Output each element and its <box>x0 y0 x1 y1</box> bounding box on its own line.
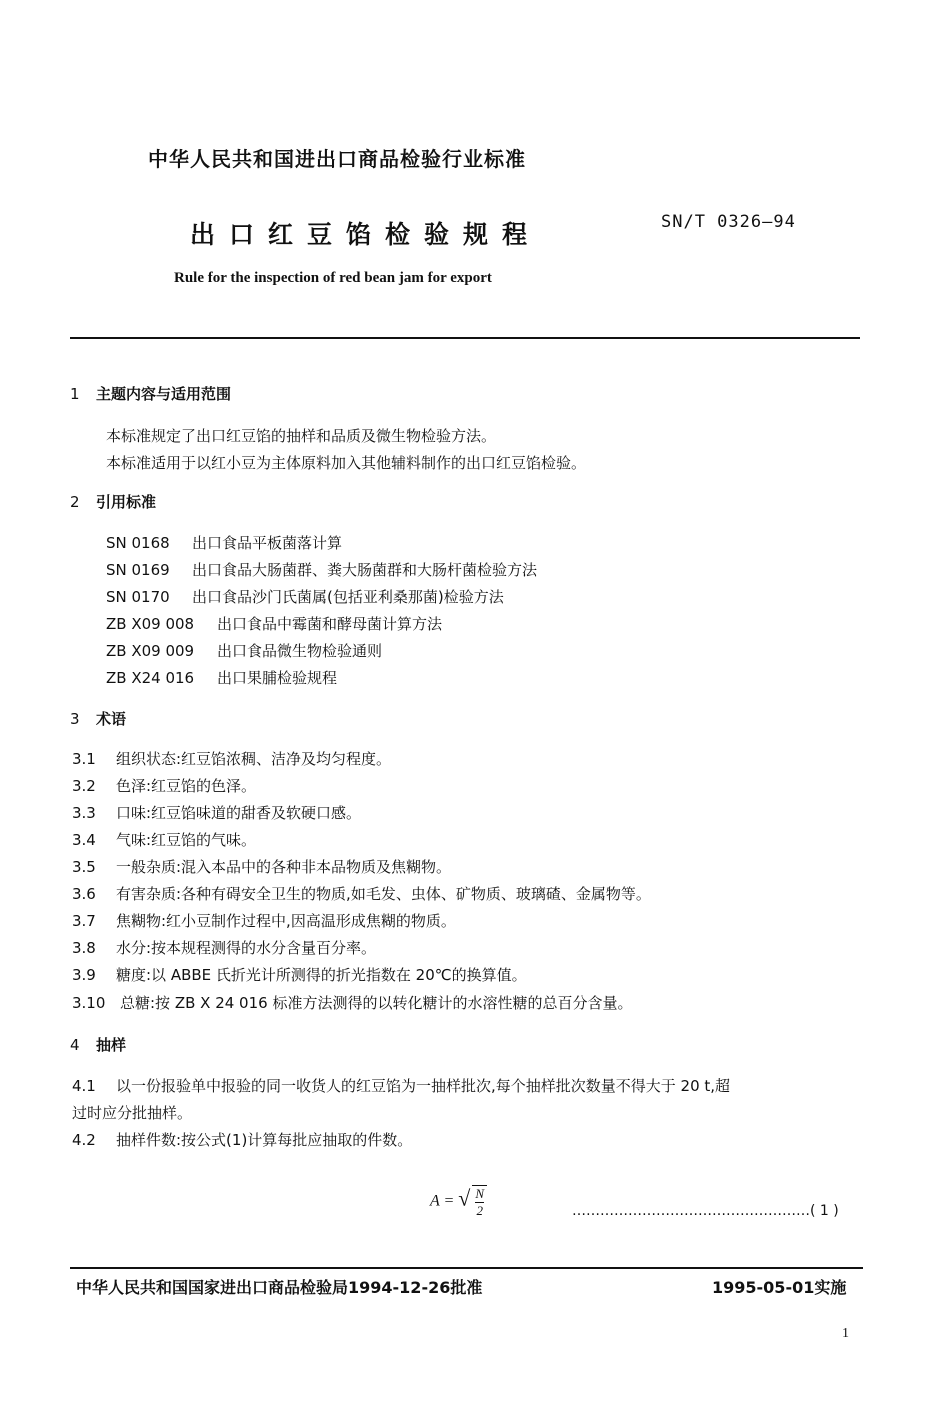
term-item <box>72 802 361 823</box>
term-text: 色泽:红豆馅的色泽。 <box>116 777 257 795</box>
section-title: 抽样 <box>96 1036 127 1054</box>
section-number: 1 <box>70 385 80 403</box>
term-item <box>72 937 376 958</box>
reference-code: SN 0168 <box>106 534 170 552</box>
term-item <box>72 883 651 904</box>
term-item <box>72 964 527 985</box>
reference-name: 出口食品大肠菌群、粪大肠菌群和大肠杆菌检验方法 <box>192 561 538 579</box>
english-title: Rule for the inspection of red bean jam for export <box>174 270 492 286</box>
document-title: 出口红豆馅检验规程 <box>190 220 542 249</box>
reference-name: 出口食品中霉菌和酵母菌计算方法 <box>217 615 443 633</box>
term-number: 3.9 <box>72 966 96 984</box>
reference-item <box>106 532 342 553</box>
term-text: 糖度:以 ABBE 氏折光计所测得的折光指数在 20℃的换算值。 <box>116 966 527 984</box>
reference-name: 出口果脯检验规程 <box>217 669 338 687</box>
section-number: 2 <box>70 493 80 511</box>
term-text: 组织状态:红豆馅浓稠、洁净及均匀程度。 <box>116 750 392 768</box>
section-3-heading <box>70 708 126 729</box>
term-text: 气味:红豆馅的气味。 <box>116 831 257 849</box>
term-number: 3.7 <box>72 912 96 930</box>
reference-item <box>106 667 337 688</box>
term-text: 焦糊物:红小豆制作过程中,因高温形成焦糊的物质。 <box>116 912 456 930</box>
formula-leader <box>572 1203 839 1219</box>
clause-number: 4.2 <box>72 1131 96 1149</box>
reference-item <box>106 586 504 607</box>
clause-4-1-line-1 <box>72 1075 730 1096</box>
clause-text: 抽样件数:按公式(1)计算每批应抽取的件数。 <box>116 1131 413 1149</box>
formula-denominator: 2 <box>476 1203 483 1218</box>
reference-name: 出口食品沙门氏菌属(包括亚利桑那菌)检验方法 <box>192 588 504 606</box>
reference-code: ZB X09 009 <box>106 642 195 660</box>
approval-statement: 中华人民共和国国家进出口商品检验局1994-12-26批准 <box>76 1278 483 1297</box>
formula-fraction <box>472 1185 487 1219</box>
section-1-paragraph-1: 本标准规定了出口红豆馅的抽样和品质及微生物检验方法。 <box>106 427 497 445</box>
section-title: 术语 <box>96 710 127 728</box>
term-number: 3.5 <box>72 858 96 876</box>
term-number: 3.1 <box>72 750 96 768</box>
issuing-org-header: 中华人民共和国进出口商品检验行业标准 <box>148 147 526 171</box>
formula-label: ( 1 ) <box>810 1203 839 1219</box>
reference-name: 出口食品平板菌落计算 <box>192 534 343 552</box>
leader-dots: …………………………………………… <box>572 1203 810 1219</box>
term-item <box>72 829 256 850</box>
term-number: 3.10 <box>72 994 106 1012</box>
sampling-formula <box>430 1185 487 1219</box>
formula-lhs: A = <box>430 1192 455 1210</box>
footer-divider <box>70 1267 863 1269</box>
term-text: 总糖:按 ZB X 24 016 标准方法测得的以转化糖计的水溶性糖的总百分含量。 <box>120 994 633 1012</box>
section-number: 3 <box>70 710 80 728</box>
term-text: 水分:按本规程测得的水分含量百分率。 <box>116 939 377 957</box>
reference-item <box>106 559 537 580</box>
reference-code: ZB X09 008 <box>106 615 195 633</box>
term-text: 有害杂质:各种有碍安全卫生的物质,如毛发、虫体、矿物质、玻璃碴、金属物等。 <box>116 885 651 903</box>
reference-code: SN 0170 <box>106 588 170 606</box>
section-1-heading <box>70 383 231 404</box>
section-title: 主题内容与适用范围 <box>96 385 232 403</box>
effective-date: 1995-05-01实施 <box>712 1278 847 1297</box>
clause-4-2 <box>72 1129 412 1150</box>
term-number: 3.2 <box>72 777 96 795</box>
reference-code: SN 0169 <box>106 561 170 579</box>
term-item <box>72 748 391 769</box>
reference-item <box>106 640 382 661</box>
section-2-heading <box>70 491 156 512</box>
section-title: 引用标准 <box>96 493 157 511</box>
section-1-paragraph-2: 本标准适用于以红小豆为主体原料加入其他辅料制作的出口红豆馅检验。 <box>106 454 587 472</box>
header-divider <box>70 337 860 339</box>
page-number: 1 <box>842 1326 849 1341</box>
term-number: 3.8 <box>72 939 96 957</box>
term-item <box>72 992 632 1013</box>
reference-code: ZB X24 016 <box>106 669 195 687</box>
reference-name: 出口食品微生物检验通则 <box>217 642 383 660</box>
term-item <box>72 775 256 796</box>
section-4-heading <box>70 1034 126 1055</box>
standard-code: SN/T 0326—94 <box>661 212 796 232</box>
clause-text: 以一份报验单中报验的同一收货人的红豆馅为一抽样批次,每个抽样批次数量不得大于 20 t,超 <box>116 1077 731 1095</box>
term-text: 一般杂质:混入本品中的各种非本品物质及焦糊物。 <box>116 858 452 876</box>
term-text: 口味:红豆馅味道的甜香及软硬口感。 <box>116 804 362 822</box>
term-number: 3.3 <box>72 804 96 822</box>
clause-number: 4.1 <box>72 1077 96 1095</box>
radical-sign: √ <box>458 1185 471 1211</box>
term-number: 3.4 <box>72 831 96 849</box>
formula-numerator: N <box>475 1186 485 1201</box>
term-number: 3.6 <box>72 885 96 903</box>
term-item <box>72 910 456 931</box>
section-number: 4 <box>70 1036 80 1054</box>
term-item <box>72 856 451 877</box>
reference-item <box>106 613 442 634</box>
clause-4-1-line-2: 过时应分批抽样。 <box>72 1104 193 1122</box>
